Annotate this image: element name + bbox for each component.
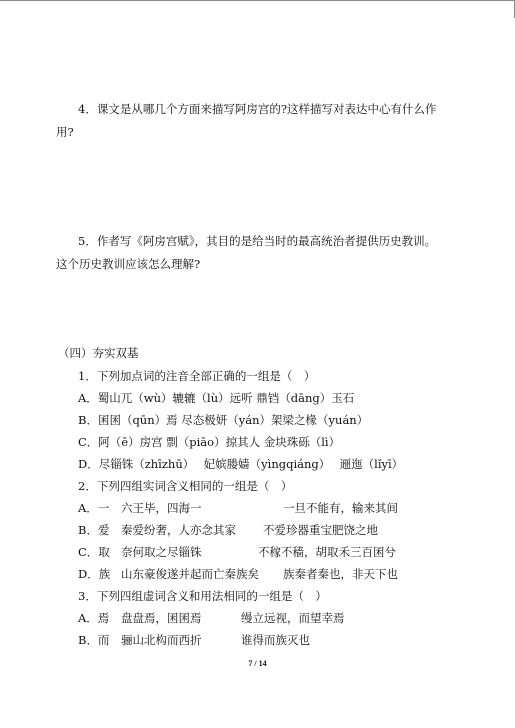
option-phrase-2: 一旦不能有，输来其间 [283,501,398,515]
section-title: （四）夯实双基 [58,346,139,360]
option-label: A．焉 [78,611,110,625]
exercise-1-option-a: A．蜀山兀（wù）辘辘（lù）远听 鼎铛（dāng）玉石 [78,391,355,405]
option-phrase-1: 盘盘焉，囷囷焉 [121,611,202,625]
header-rule [0,0,515,1]
exercise-1-stem: 1．下列加点词的注音全部正确的一组是（ ） [78,369,316,383]
question-4-line-1: 4．课文是从哪几个方面来描写阿房宫的?这样描写对表达中心有什么作 [78,102,437,116]
exercise-1-option-c: C．阿（ē）房宫 剽（piāo）掠其人 金块珠砾（lì） [78,435,341,449]
option-phrase-1: 骊山北构而西折 [121,633,202,647]
option-phrase-1: 秦爱纷奢，人亦念其家 [121,523,236,537]
option-phrase-2: 族秦者秦也，非天下也 [283,567,398,581]
option-phrase-1: 六王毕，四海一 [121,501,202,515]
option-phrase-2: 谁得而族灭也 [241,633,310,647]
exercise-3-stem: 3．下列四组虚词含义和用法相同的一组是（ ） [78,589,327,603]
option-phrase-1: 奈何取之尽锱铢 [121,545,202,559]
option-label: B．爱 [78,523,110,537]
question-4-line-2: 用? [56,125,74,139]
option-phrase-1: 山东豪俊遂并起而亡秦族矣 [121,567,259,581]
exercise-1-option-d: D．尽锱铢（zhīzhū） 妃嫔媵嫱（yìngqiáng） 逦迤（lǐyī） [78,457,404,471]
option-phrase-2: 缦立远视，而望幸焉 [241,611,345,625]
exercise-2-stem: 2．下列四组实词含义相同的一组是（ ） [78,479,293,493]
option-label: A．一 [78,501,110,515]
exercise-1-option-b: B．囷囷（qūn）焉 尽态极妍（yán）架梁之椽（yuán） [78,413,369,427]
option-phrase-2: 不稼不穑，胡取禾三百囷兮 [258,545,396,559]
page-number: 7 / 14 [248,659,267,668]
option-phrase-2: 不爱珍器重宝肥饶之地 [263,523,378,537]
question-5-line-2: 这个历史教训应该怎么理解? [56,257,201,271]
question-5-line-1: 5．作者写《阿房宫赋》，其目的是给当时的最高统治者提供历史教训。 [78,234,437,248]
option-label: B．而 [78,633,110,647]
option-label: C．取 [78,545,110,559]
option-label: D．族 [78,567,111,581]
